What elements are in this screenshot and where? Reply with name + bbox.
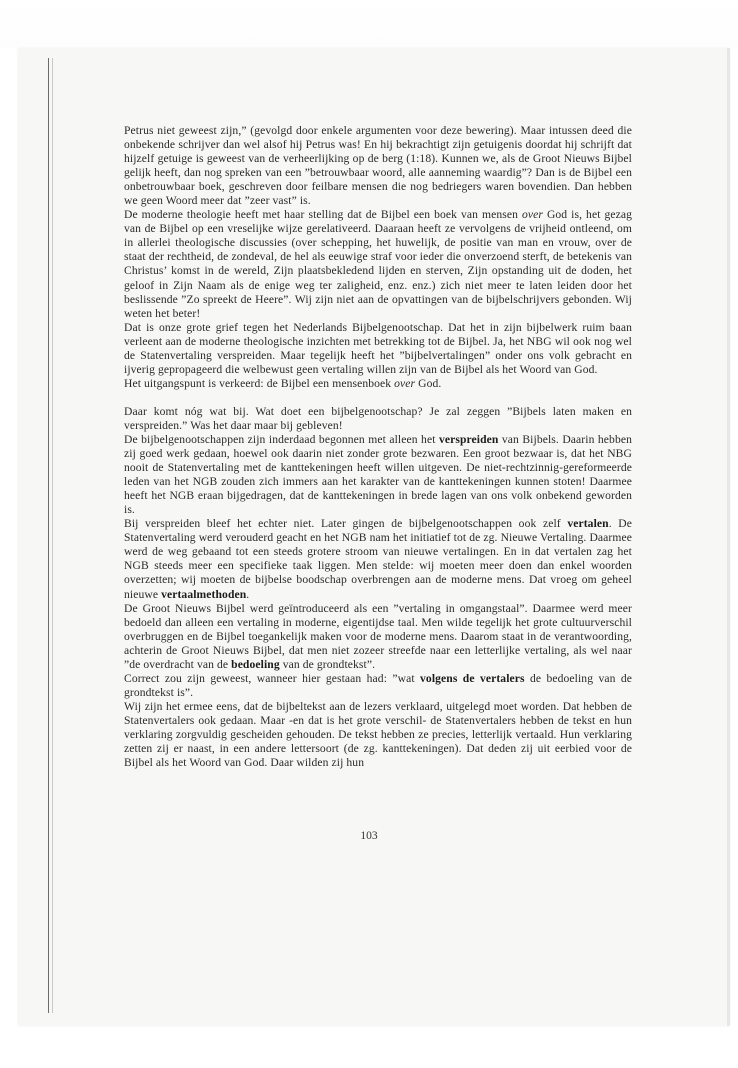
scan-background xyxy=(0,0,738,48)
page-binding-shadow xyxy=(52,58,53,1013)
page-right-edge xyxy=(727,48,730,1026)
emphasis-italic: over xyxy=(521,208,543,222)
emphasis-bold: bedoeling xyxy=(231,657,280,671)
emphasis-bold: vertaalmethoden xyxy=(161,587,247,601)
paragraph: Daar komt nóg wat bij. Wat doet een bijbelgenootschap? Je zal zeggen ”Bijbels laten maken en verspreiden.” Was het daar maar bij gebleven! xyxy=(124,404,632,432)
page-binding-line xyxy=(48,58,49,1013)
paragraph: Petrus niet geweest zijn,” (gevolgd door enkele argumenten voor deze bewering). Maar intussen deed die onbekende schrijver dan wel alsof hij Petrus was! En hij bekrachtigt zijn getuigenis doordat hij schrijft dat hijzelf getuige is geweest van de verheerlijking op de berg (1:18). Kunnen we, als de Groot Nieuws Bijbel gelijk heeft, dan nog spreken van een ”betrouwbaar woord, alle aanneming waardig”? Dan is de Bijbel een onbetrouwbaar boek, geschreven door feilbare mensen die nog bedriegers waren bovendien. Dan hebben we geen Woord meer dat ”zeer vast” is. xyxy=(124,124,632,208)
body-text xyxy=(124,124,632,770)
paragraph: Dat is onze grote grief tegen het Nederlands Bijbelgenootschap. Dat het in zijn bijbelwerk ruim baan verleent aan de moderne theologische inzichten met betrekking tot de Bijbel. Ja, het NBG wil ook nog wel de Statenvertaling verspreiden. Maar tegelijk heeft het ”bijbelvertalingen” onder ons volk gebracht en ijverig gepropageerd die welbewust geen vertaling willen zijn van de Bijbel als het Woord van God. xyxy=(124,320,632,376)
emphasis-bold: vertalen xyxy=(567,517,609,531)
paragraph: Correct zou zijn geweest, wanneer hier gestaan had: ”wat volgens de vertalers de bedoeling van de grondtekst is”. xyxy=(124,671,632,699)
page-number: 103 xyxy=(360,830,378,842)
paragraph: De moderne theologie heeft met haar stelling dat de Bijbel een boek van mensen over God is, het gezag van de Bijbel op een vreselijke wijze gerelativeerd. Daaraan heeft ze vervolgens de vrijheid ontleend, om in allerlei theologische discussies (over schepping, het huwelijk, de positie van man en vrouw, over de staat der rechtheid, de zondeval, de hel als eeuwige straf voor ieder die onverzoend sterft, de betekenis van Christus’ komst in de wereld, Zijn plaatsbekledend lijden en sterven, Zijn opstanding uit de doden, het geloof in Zijn Naam als de enige weg ter zaligheid, enz. enz.) zich niet meer te laten leiden door het beslissende ”Zo spreekt de Heere”. Wij zijn niet aan de opvattingen van de bijbelschrijvers gebonden. Wij weten het beter! xyxy=(124,208,632,320)
paragraph: De bijbelgenootschappen zijn inderdaad begonnen met alleen het verspreiden van Bijbels. Daarin hebben zij goed werk gedaan, hoewel ook daarin niet zonder grote bezwaren. Een groot bezwaar is, dat het NBG nooit de Statenvertaling met de kanttekeningen heeft willen uitgeven. De niet-rechtzinnig-gereformeerde leden van het NGB zouden zich immers aan het karakter van de kanttekeningen kunnen stoten! Daarmee heeft het NGB eraan bijgedragen, dat de kanttekeningen in brede lagen van ons volk onbekend geworden is. xyxy=(124,432,632,517)
emphasis-bold: volgens de vertalers xyxy=(420,671,525,685)
emphasis-bold: verspreiden xyxy=(438,432,499,446)
paragraph: Het uitgangspunt is verkeerd: de Bijbel een mensenboek over God. xyxy=(124,376,442,390)
paragraph: De Groot Nieuws Bijbel werd geïntroduceerd als een ”vertaling in omgangstaal”. Daarmee werd meer bedoeld dan alleen een vertaling in moderne, eigentijdse taal. Men wilde tegelijk het grote cultuurverschil overbruggen en de Bijbel toegankelijk maken voor de moderne mens. Daarom staat in de verantwoording, achterin de Groot Nieuws Bijbel, dat men niet zozeer streefde naar een letterlijke vertaling, als wel naar ”de overdracht van de bedoeling van de grondtekst”. xyxy=(124,601,632,671)
paragraph: Bij verspreiden bleef het echter niet. Later gingen de bijbelgenootschappen ook zelf vertalen. De Statenvertaling werd verouderd geacht en het NGB nam het initiatief tot de zg. Nieuwe Vertaling. Daarmee werd de weg gebaand tot een steeds grotere stroom van nieuwe vertalingen. En in dat vertalen zag het NGB steeds meer een specifieke taak liggen. Men stelde: wij moeten meer doen dan enkel woorden overzetten; wij moeten de bijbelse boodschap overbrengen aan de moderne mens. Dat vroeg om geheel nieuwe vertaalmethoden. xyxy=(124,517,633,601)
paragraph: Wij zijn het ermee eens, dat de bijbeltekst aan de lezers verklaard, uitgelegd moet worden. Dat hebben de Statenvertalers ook gedaan. Maar -en dat is het grote verschil- de Statenvertalers hebben de tekst en hun verklaring zorgvuldig gescheiden gehouden. De tekst hebben ze precies, letterlijk vertaald. Hun verklaring zetten zij er naast, in een andere lettersoort (de zg. kanttekeningen). Dat deden zij uit eerbied voor de Bijbel als het Woord van God. Daar wilden zij hun xyxy=(124,699,632,770)
emphasis-italic: over xyxy=(394,376,416,390)
